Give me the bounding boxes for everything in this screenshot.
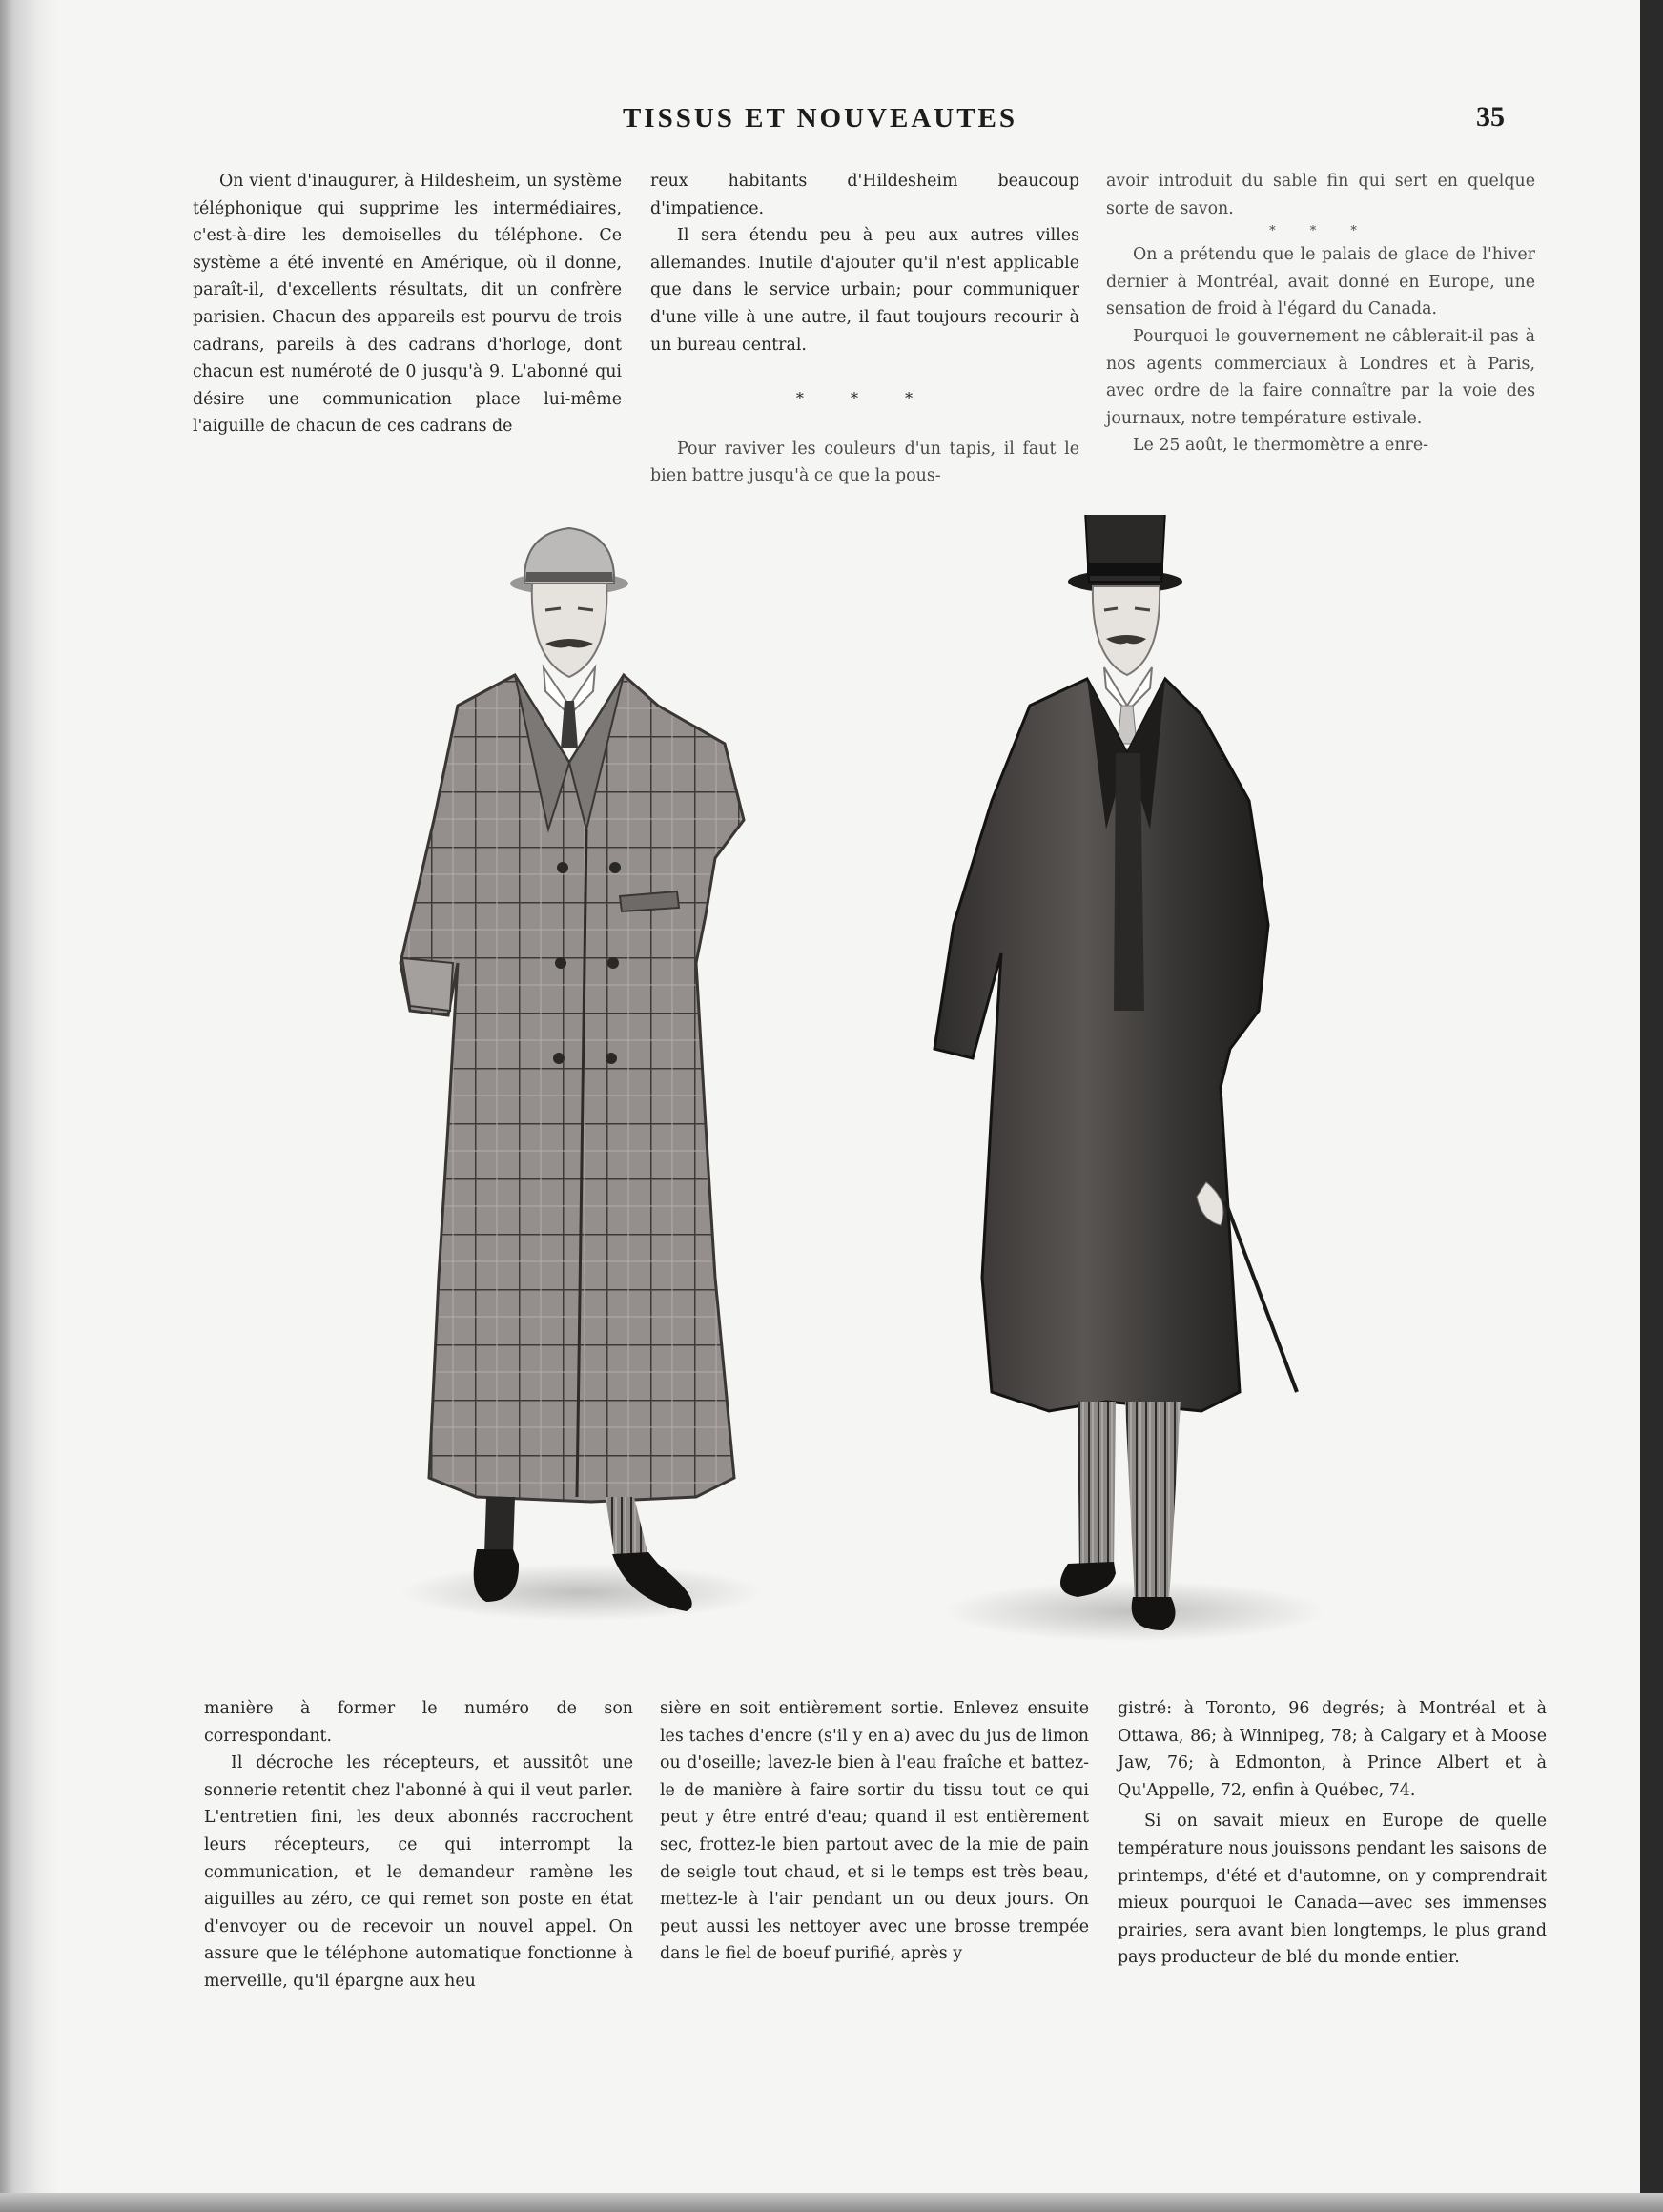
fashion-illustration bbox=[343, 515, 1411, 1659]
figure-plaid-overcoat bbox=[400, 528, 763, 1621]
scan-bottom-edge bbox=[0, 2193, 1663, 2212]
page-gutter bbox=[0, 0, 59, 2212]
upper-column-2 bbox=[650, 168, 1079, 490]
paragraph: Si on savait mieux en Europe de quelle température nous jouissons pendant les saisons de printemps, d'été et d'automne, on y comprendrait mieux pourquoi le Canada—avec ses immenses prairies, sera avant bien longtemps, le plus grand pays producteur de blé du monde entier. bbox=[1118, 1812, 1547, 1968]
section-separator: * * * bbox=[1269, 224, 1372, 239]
upper-column-1 bbox=[193, 168, 622, 440]
paragraph: gistré: à Toronto, 96 degrés; à Montréal et à Ottawa, 86; à Winnipeg, 78; à Calgary et à Moose Jaw, 76; à Edmonton, à Prince Albert et à Qu'Appelle, 72, enfin à Québec, 74. bbox=[1118, 1699, 1547, 1800]
paragraph: avoir introduit du sable fin qui sert en quelque sorte de savon. bbox=[1106, 172, 1535, 218]
lower-column-2 bbox=[660, 1695, 1089, 1968]
paragraph: manière à former le numéro de son correspondant. bbox=[204, 1699, 633, 1746]
section-separator: * * * bbox=[795, 389, 934, 408]
paragraph: Il décroche les récepteurs, et aussitôt une sonnerie retentit chez l'abonné à qui il veut parler. L'entretien fini, les deux abonnés raccrochent leurs récepteurs, ce qui interrompt la communication, et le demandeur ramène les aiguilles au zéro, ce qui remet son poste en état d'envoyer ou de recevoir un nouvel appel. On assure que le téléphone automatique fonctionne à merveille, qu'il épargne aux heu bbox=[204, 1753, 633, 1991]
paragraph: On a prétendu que le palais de glace de l'hiver dernier à Montréal, avait donné en Europe, une sensation de froid à l'égard du Canada. bbox=[1106, 245, 1535, 319]
lower-column-1 bbox=[204, 1695, 633, 1996]
figure-dark-overcoat bbox=[934, 515, 1325, 1642]
paragraph: reux habitants d'Hildesheim beaucoup d'impatience. bbox=[650, 172, 1079, 218]
paragraph: Il sera étendu peu à peu aux autres villes allemandes. Inutile d'ajouter qu'il n'est applicable que dans le service urbain; pour communiquer d'une ville à une autre, il faut toujours recourir à un bureau central. bbox=[650, 226, 1079, 355]
paragraph: On vient d'inaugurer, à Hildesheim, un système téléphonique qui supprime les intermédiaires, c'est-à-dire les demoiselles du téléphone. Ce système a été inventé en Amérique, où il donne, paraît-il, d'excellents résultats, dit un confrère parisien. Chacun des appareils est pourvu de trois cadrans, pareils à des cadrans d'horloge, dont chacun est numéroté de 0 jusqu'à 9. L'abonné qui désire une communication place lui-même l'aiguille de chacun de ces cadrans de bbox=[193, 172, 622, 437]
paragraph: Le 25 août, le thermomètre a enre- bbox=[1133, 436, 1429, 456]
page-number: 35 bbox=[1476, 101, 1505, 133]
running-head: TISSUS ET NOUVEAUTES bbox=[622, 103, 1018, 133]
paragraph: Pour raviver les couleurs d'un tapis, il faut le bien battre jusqu'à ce que la pous- bbox=[650, 439, 1079, 486]
lower-column-3 bbox=[1118, 1695, 1547, 1972]
paragraph: Pourquoi le gouvernement ne câblerait-il pas à nos agents commerciaux à Londres et à Paris, avec ordre de la faire connaître par la voie des journaux, notre température estivale. bbox=[1106, 326, 1535, 428]
paragraph: sière en soit entièrement sortie. Enlevez ensuite les taches d'encre (s'il y en a) avec du jus de limon ou d'oseille; lavez-le bien à l'eau fraîche et battez-le de manière à faire sortir du tissu tout ce qui peut y être entré d'eau; quand il est entièrement sec, frottez-le bien partout avec de la mie de pain de seigle tout chaud, et si le temps est très beau, mettez-le à l'air pendant un ou deux jours. On peut aussi les nettoyer avec une brosse trempée dans le fiel de boeuf purifié, après y bbox=[660, 1699, 1089, 1964]
upper-column-3 bbox=[1106, 168, 1535, 460]
scan-right-edge bbox=[1640, 0, 1663, 2212]
